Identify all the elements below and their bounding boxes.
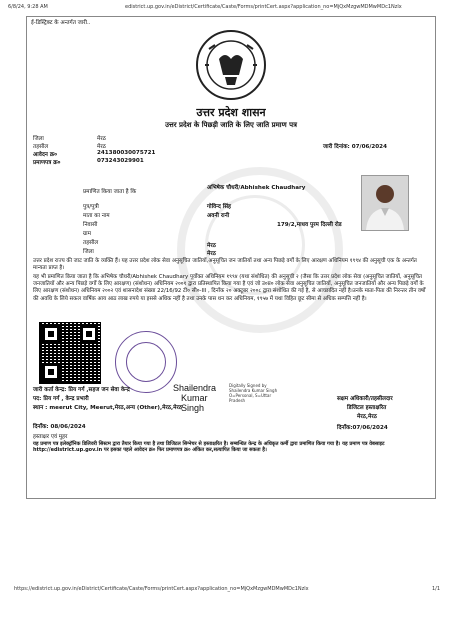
page-subtitle: उत्तर प्रदेश के पिछड़ी जाति के लिए जाति प्रमाण पत्र <box>165 121 297 129</box>
qr-code <box>39 322 101 384</box>
up-emblem-icon <box>195 29 267 101</box>
certify-label: प्रमाणित किया जाता है कि <box>83 189 137 195</box>
verification-note: यह प्रमाण पत्र इलेक्ट्रॉनिक डिलिवरी सिस्टम द्वारा तैयार किया गया है तथा डिजिटल सिग्नेचर से हस्ताक्षरित है। सम्बन्धित केन्द्र के अधिकृत कर्मी द्वारा प्रमाणित किया गया है। यह प्रमाण पत्र वेबसाइट http://edistrict.up.gov.in पर इसका पहले आवेदन क्र० फिर प्रमाणपत्र क्र० अंकित कर,सत्यापित किया जा सकता है। <box>33 441 385 453</box>
authority-digital-sign: डिजिटल हस्ताक्षरित <box>347 405 387 411</box>
district-label: जिला <box>33 136 44 142</box>
issuer-date: दिनाँक: 08/06/2024 <box>33 424 86 430</box>
center-stamp <box>115 331 177 393</box>
signature-meta-3: O=Personal, S=Uttar <box>229 393 272 398</box>
application-no-value: 241380030075721 <box>97 150 156 156</box>
son-of-label: पुत्र/पुत्री <box>83 204 99 210</box>
top-note: ई-डिस्ट्रिक्ट के अन्तर्गत जारी.. <box>31 20 91 26</box>
issuer-place: स्थान : meerut City, Meerut,मेरठ,अन्य (Other),मेरठ,मेरठ <box>33 405 182 411</box>
mother-label: माता का नाम <box>83 213 110 219</box>
resident-address: 179/2,माधव पुरम दिल्ली रोड <box>277 222 342 228</box>
resident-label: निवासी <box>83 222 98 228</box>
person-tehsil-label: तहसील <box>83 240 99 246</box>
page-title: उत्तर प्रदेश शासन <box>196 106 266 119</box>
authority-title: सक्षम अधिकारी/तहसीलदार <box>337 396 393 402</box>
signature-meta-4: Pradesh <box>229 398 246 403</box>
village-label: ग्राम <box>83 231 91 237</box>
issuing-center: जारी कर्ता केन्द्र: प्रिय गर्ग ,सहज जन सेवा केन्द्र <box>33 387 130 393</box>
signature-meta-2: Shailendra Kumar Singh <box>229 388 278 393</box>
print-page-count: 1/1 <box>432 586 441 592</box>
caste-paragraph: उत्तर प्रदेश राज्य की जाट जाति के व्यक्ति हैं। यह उत्तर प्रदेश लोक सेवा अनुसूचित जातियों,अनुसूचित जन जातियों तथा अन्य पिछड़े वर्गों के लिए आरक्षण अधिनियम १९९४ की अनुसूची एक के अन्तर्गत मान्यता प्राप्त है। <box>33 258 417 272</box>
authority-place: मेरठ,मेरठ <box>357 414 377 420</box>
certificate-no-value: 073243029901 <box>97 158 144 164</box>
father-name: गोविन्द सिंह <box>207 204 232 210</box>
tehsil-value: मेरठ <box>97 144 106 150</box>
signature-name-line2: Kumar <box>181 393 208 403</box>
print-datetime: 6/8/24, 9:28 AM <box>8 4 48 10</box>
applicant-name: अभिषेक चौधरी/Abhishek Chaudhary <box>207 185 306 191</box>
signature-name-line3: Singh <box>181 403 205 413</box>
person-district-label: जिला <box>83 249 94 255</box>
person-silhouette-icon <box>362 176 408 230</box>
sign-and-seal-label: हस्ताक्षर एवं मुहर <box>33 434 68 440</box>
print-url: edistrict.up.gov.in/eDistrict/Certificate/Caste/Forms/printCert.aspx?application_no=MjQxMzgwMDMwMDc1Nzlx <box>125 4 402 10</box>
certificate <box>26 16 436 499</box>
certificate-no-label: प्रमाणपत्र क्र० <box>33 160 61 166</box>
person-tehsil-value: मेरठ <box>207 243 216 249</box>
tehsil-label: तहसील <box>33 144 49 150</box>
eligibility-paragraph: यह भी प्रमाणित किया जाता है कि अभिषेक चौधरी/Abhishek Chaudhary पूर्वोक्त अधिनियम १९९४ (यथा संशोधित) की अनुसूची २ (जैसा कि उत्तर प्रदेश लोक सेवा (अनुसूचित जातियों, अनुसूचित जनजातियों और अन्य पिछड़े वर्गों के लिए आरक्षण) (संशोधन) अधिनियम २००१ द्वारा प्रतिस्थापित किया गया है एवं जो उ०प्र० लोक सेवा अनुसूचित जातियों, अनुसूचित जनजातियों और अन्य पिछड़े वर्गों के लिए आरक्षण (संशोधन) अधिनियम २००२ एवं शासनादेश संख्या 22/16/92 टी० सी०-III , दिनाँक २० अक्टूबर २००८ द्वारा संशोधित की गई है, से आच्छादित नहीं है।उनके माता-पिता की निरन्तर तीन वर्षों की अवधि के लिये सकल वार्षिक आय आठ लाख रुपये या इससे अधिक नहीं है तथा उनके पास धन कर अधिनियम, १९५७ में यथा विहित छूट सीमा से अधिक सम्पत्ति नहीं है। <box>33 274 426 302</box>
district-value: मेरठ <box>97 136 106 142</box>
person-district-value: मेरठ <box>207 251 216 257</box>
signature-name-line1: Shailendra <box>173 383 217 393</box>
authority-date: दिनाँक:07/06/2024 <box>337 425 388 431</box>
issuer-post: पद: प्रिय गर्ग , केन्द्र प्रभारी <box>33 396 89 402</box>
applicant-photo <box>361 175 409 231</box>
mother-name: अवनी रानी <box>207 213 230 219</box>
signature-meta-1: Digitally Signed by <box>229 383 267 388</box>
application-no-label: आवेदन क्र० <box>33 152 58 158</box>
print-footer-url: https://edistrict.up.gov.in/eDistrict/Certificate/Caste/Forms/printCert.aspx?application_no=MjQxMzgwMDMwMDc1Nzlx <box>14 586 309 592</box>
issue-date: जारी दिनांक: 07/06/2024 <box>323 144 387 150</box>
